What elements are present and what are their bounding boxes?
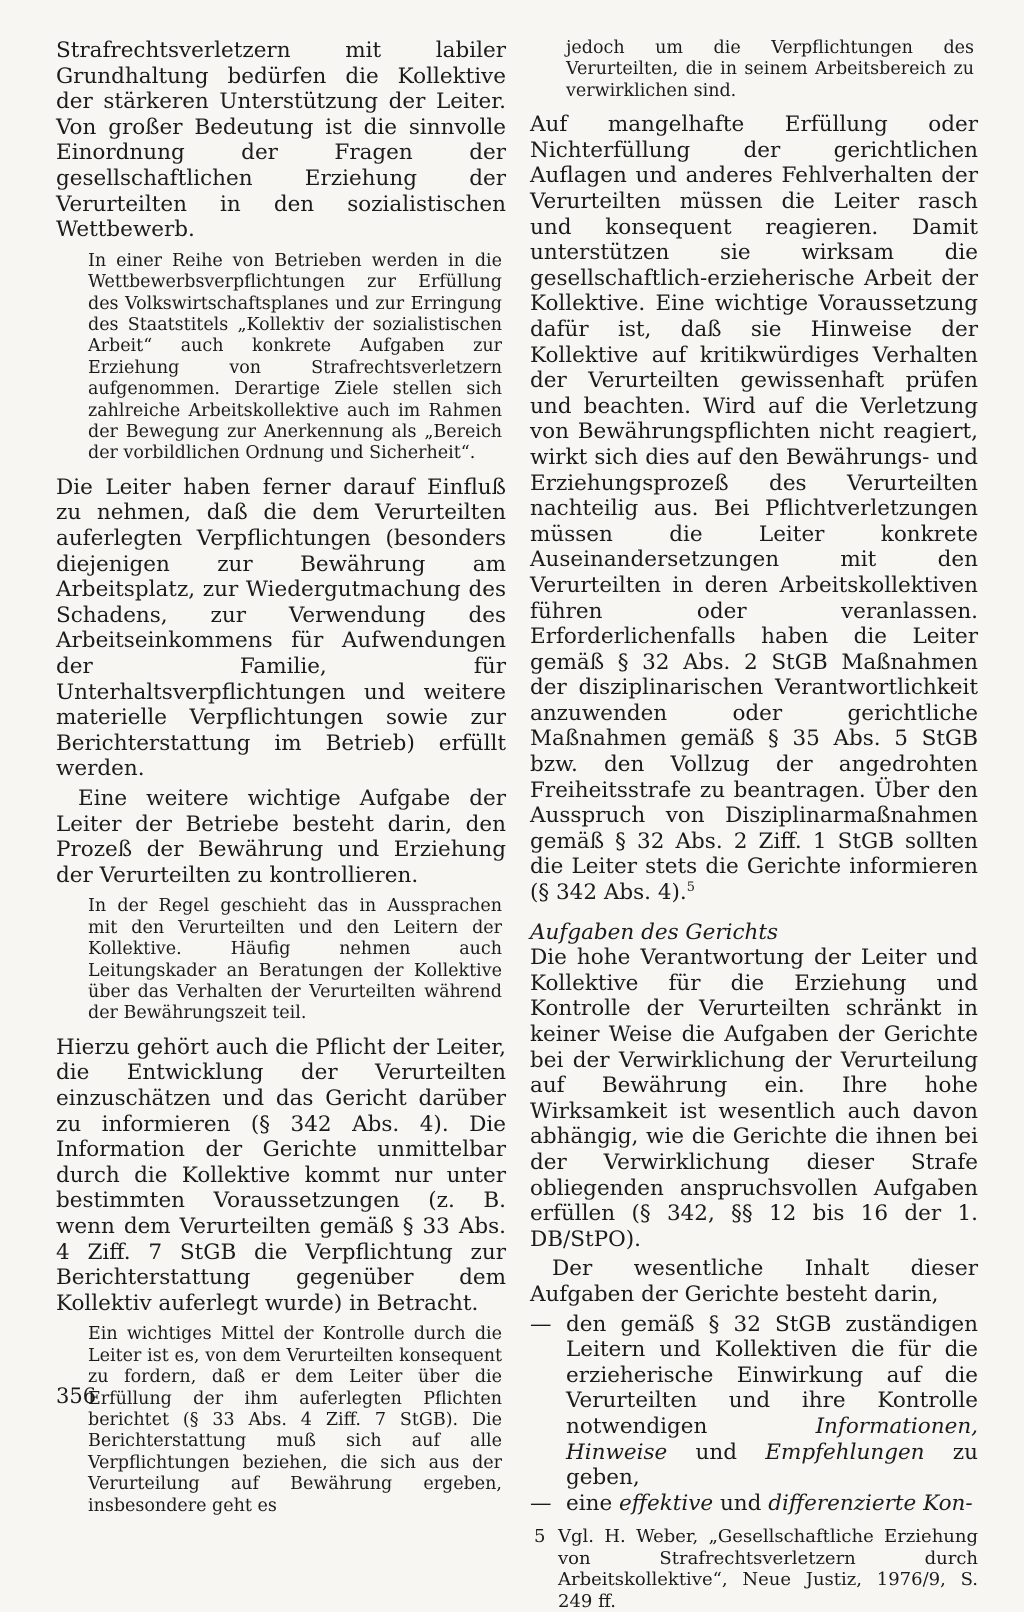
- list-text: und: [667, 1439, 766, 1465]
- dash-bullet: —: [530, 1490, 552, 1516]
- paragraph-text: Auf mangelhafte Erfüllung oder Nichterfüllung der gerichtlichen Auflagen und anderes Fehlverhalten der Verurteilten müssen die Leiter rasch und konsequent reagieren. Damit unterstützen sie wirksam die gesellschaftlich-erzieherische Arbeit der Kollektive. Eine wichtige Voraussetzung dafür ist, daß sie Hinweise der Kollektive auf kritikwürdiges Verhalten der Verurteilten gewissenhaft prüfen und beachten. Wird auf die Verletzung von Bewährungspflichten nicht reagiert, wirkt sich dies auf den Bewährungs- und Erziehungsprozeß des Verurteilten nachteilig aus. Bei Pflichtverletzungen müssen die Leiter konkrete Auseinandersetzungen mit den Verurteilten in deren Arbeitskollektiven führen oder veranlassen. Erforderlichenfalls haben die Leiter gemäß § 32 Abs. 2 StGB Maßnahmen der disziplinarischen Verantwortlichkeit anzuwenden oder gerichtliche Maßnahmen gemäß § 35 Abs. 5 StGB bzw. den Vollzug der angedrohten Freiheitsstrafe zu beantragen. Über den Ausspruch von Disziplinarmaßnahmen gemäß § 32 Abs. 2 Ziff. 1 StGB sollten die Leiter stets die Gerichte informieren (§ 342 Abs. 4).: [530, 112, 978, 906]
- emphasis: effektive: [619, 1490, 714, 1516]
- paragraph: Hierzu gehört auch die Pflicht der Leiter, die Entwicklung der Verurteilten einzuschätzen und das Gericht darüber zu informieren (§ 342 Abs. 4). Die Information der Gerichte unmittelbar durch die Kollektive kommt nur unter bestimmten Voraussetzungen (z. B. wenn dem Verurteilten gemäß § 33 Abs. 4 Ziff. 7 StGB die Verpflichtung zur Berichterstattung gegenüber dem Kollektiv auferlegt wurde) in Betracht.: [56, 1034, 506, 1316]
- list-text: zu geben,: [566, 1439, 978, 1491]
- note-paragraph: Ein wichtiges Mittel der Kontrolle durch die Leiter ist es, von dem Verurteilten konsequent zu fordern, daß er dem Leiter über die Erfüllung der ihm auferlegten Pflichten berichtet (§ 33 Abs. 4 Ziff. 7 StGB). Die Berichterstattung muß sich auf alle Verpflichtungen beziehen, die sich aus der Verurteilung auf Bewährung ergeben, insbesondere geht es: [88, 1324, 502, 1516]
- right-column: [530, 38, 978, 1612]
- paragraph: [530, 112, 978, 905]
- emphasis: differenzierte Kon-: [768, 1490, 973, 1516]
- list-item: [530, 1312, 978, 1491]
- page-number: 356: [56, 1384, 97, 1408]
- paragraph: Eine weitere wichtige Aufgabe der Leiter der Betriebe besteht darin, den Prozeß der Bewährung und Erziehung der Verurteilten zu kontrollieren.: [56, 785, 506, 888]
- left-column: [56, 38, 506, 1527]
- section-heading: Aufgaben des Gerichts: [530, 919, 779, 945]
- paragraph: Der wesentliche Inhalt dieser Aufgaben der Gerichte besteht darin,: [530, 1256, 978, 1307]
- note-paragraph: In der Regel geschieht das in Aussprachen mit den Verurteilten und den Leitern der Kollektive. Häufig nehmen auch Leitungskader an Beratungen der Kollektive über das Verhalten der Verurteilten während der Bewährungszeit teil.: [88, 896, 502, 1024]
- paragraph: Die Leiter haben ferner darauf Einfluß zu nehmen, daß die dem Verurteilten auferlegten Verpflichtungen (besonders diejenigen zur Bewährung am Arbeitsplatz, zur Wiedergutmachung des Schadens, zur Verwendung des Arbeitseinkommens für Aufwendungen der Familie, für Unterhaltsverpflichtungen und weitere materielle Verpflichtungen sowie zur Berichterstattung im Betrieb) erfüllt werden.: [56, 474, 506, 782]
- note-paragraph: In einer Reihe von Betrieben werden in die Wettbewerbsverpflichtungen zur Erfüllung des Volkswirtschaftsplanes und zur Erringung des Staatstitels „Kollektiv der sozialistischen Arbeit“ auch konkrete Aufgaben zur Erziehung von Strafrechtsverletzern aufgenommen. Derartige Ziele stellen sich zahlreiche Arbeitskollektive auch im Rahmen der Bewegung zur Anerkennung als „Bereich der vorbildlichen Ordnung und Sicherheit“.: [88, 250, 502, 464]
- footnote-text: Vgl. H. Weber, „Gesellschaftliche Erziehung von Strafrechtsverletzern durch Arbeitskollektive“, Neue Justiz, 1976/9, S. 249 ff.: [558, 1526, 978, 1612]
- footnote-reference: 5: [686, 879, 695, 895]
- paragraph: Die hohe Verantwortung der Leiter und Kollektive für die Erziehung und Kontrolle der Verurteilten schränkt in keiner Weise die Aufgaben der Gerichte bei der Verwirklichung der Verurteilung auf Bewährung ein. Ihre hohe Wirksamkeit ist wesentlich auch davon abhängig, wie die Gerichte die ihnen bei der Verwirklichung dieser Strafe obliegenden anspruchsvollen Aufgaben erfüllen (§ 342, §§ 12 bis 16 der 1. DB/StPO).: [530, 945, 978, 1252]
- list-text: eine: [566, 1490, 620, 1516]
- footnote-number: 5: [534, 1526, 546, 1548]
- list-text: und: [713, 1490, 769, 1516]
- footnote: [530, 1526, 978, 1612]
- emphasis: Informationen, Hinweise: [566, 1413, 978, 1465]
- list-text: den gemäß § 32 StGB zuständigen Leitern und Kollektiven die für die erzieherische Einwirkung auf die Verurteilten und ihre Kontrolle notwendigen: [566, 1311, 978, 1439]
- list-item: [530, 1491, 978, 1517]
- paragraph: Strafrechtsverletzern mit labiler Grundhaltung bedürfen die Kollektive der stärkeren Unterstützung der Leiter. Von großer Bedeutung ist die sinnvolle Einordnung der Fragen der gesellschaftlichen Erziehung der Verurteilten in den sozialistischen Wettbewerb.: [56, 38, 506, 243]
- emphasis: Empfehlungen: [765, 1439, 925, 1465]
- note-paragraph: jedoch um die Verpflichtungen des Verurteilten, die in seinem Arbeitsbereich zu verwirklichen sind.: [566, 38, 974, 101]
- dash-bullet: —: [530, 1311, 552, 1337]
